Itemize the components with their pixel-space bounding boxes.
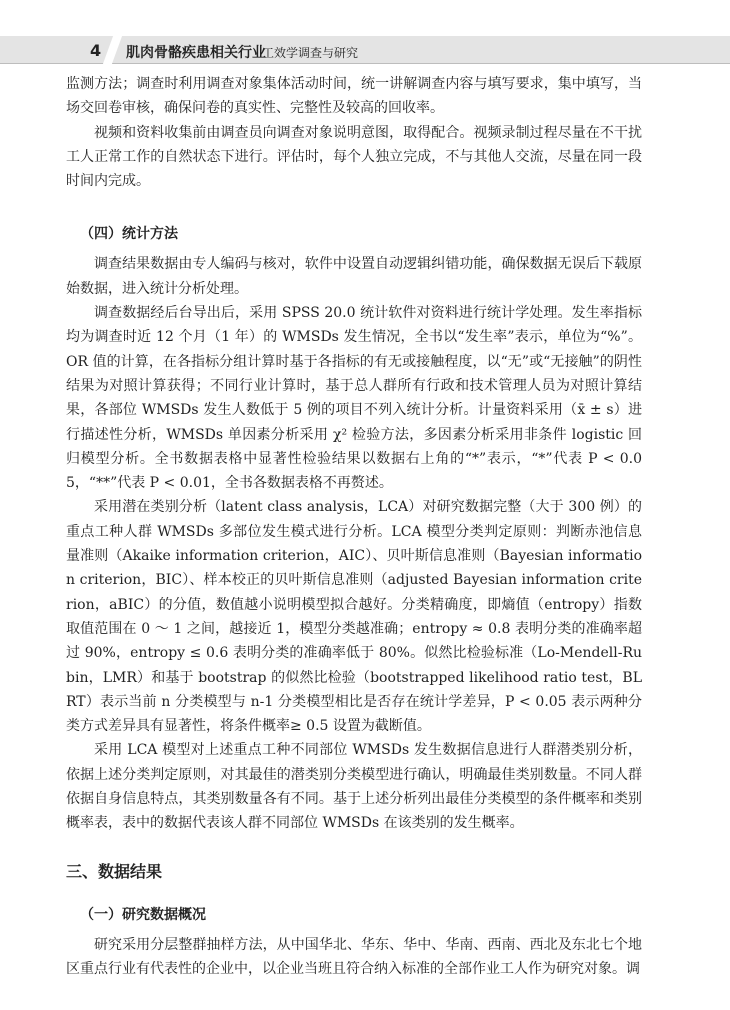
paragraph-intro-1: 监测方法；调查时利用调查对象集体活动时间，统一讲解调查内容与填写要求，集中填写，当场交回卷审核，确保问卷的真实性、完整性及较高的回收率。: [66, 76, 642, 117]
section-heading-statistics: （四）统计方法: [80, 226, 178, 243]
page-body: [66, 72, 642, 981]
subsection-heading-overview: （一）研究数据概况: [80, 906, 206, 923]
page-number: 4: [90, 41, 102, 60]
running-subtitle: 工效学调查与研究: [262, 46, 359, 60]
running-title: 肌肉骨骼疾患相关行业: [126, 45, 266, 61]
paragraph-stat-3: 采用潜在类别分析（latent class analysis，LCA）对研究数据完整（大于 300 例）的重点工种人群 WMSDs 多部位发生模式进行分析。LCA 模型分类判定原则：判断赤池信息量准则（Akaike information criterion，AIC）、贝叶斯信息准则（Bayesian information criterion，BIC）、样本校正的贝叶斯信息准则（adjusted Bayesian information criterion，aBIC）的分值，数值越小说明模型拟合越好。分类精确度，即熵值（entropy）指数取值范围在 0 ～ 1 之间，越接近 1，模型分类越准确；entropy ≈ 0.8 表明分类的准确率超过 90%，entropy ≤ 0.6 表明分类的准确率低于 80%。似然比检验标准（Lo-Mendell-Rubin，LMR）和基于 bootstrap 的似然比检验（bootstrapped likelihood ratio test，BLRT）表示当前 n 分类模型与 n-1 分类模型相比是否存在统计学差异，P < 0.05 表示两种分类方式差异具有显著性，将条件概率≥ 0.5 设置为截断值。: [66, 499, 642, 735]
paragraph-stat-4: 采用 LCA 模型对上述重点工种不同部位 WMSDs 发生数据信息进行人群潜类别分析，依据上述分类判定原则，对其最佳的潜类别分类模型进行确认，明确最佳类别数量。不同人群依据自身信息特点，其类别数量各有不同。基于上述分析列出最佳分类模型的条件概率和类别概率表，表中的数据代表该人群不同部位 WMSDs 在该类别的发生概率。: [66, 742, 642, 832]
section-heading-results: 三、数据结果: [66, 861, 163, 881]
paragraph-stat-2: 调查数据经后台导出后，采用 SPSS 20.0 统计软件对资料进行统计学处理。发生率指标均为调查时近 12 个月（1 年）的 WMSDs 发生情况，全书以“发生率”表示，单位为“%”。OR 值的计算，在各指标分组计算时基于各指标的有无或接触程度，以“无”或“无接触”的阴性结果为对照计算获得；不同行业计算时，基于总人群所有行政和技术管理人员为对照计算结果，各部位 WMSDs 发生人数低于 5 例的项目不列入统计分析。计量资料采用（x̄ ± s）进行描述性分析，WMSDs 单因素分析采用 χ² 检验方法，多因素分析采用非条件 logistic 回归模型分析。全书数据表格中显著性检验结果以数据右上角的“*”表示，“*”代表 P < 0.05，“**”代表 P < 0.01，全书各数据表格不再赘述。: [66, 305, 642, 492]
paragraph-intro-2: 视频和资料收集前由调查员向调查对象说明意图，取得配合。视频录制过程尽量在不干扰工人正常工作的自然状态下进行。评估时，每个人独立完成，不与其他人交流，尽量在同一段时间内完成。: [66, 124, 642, 190]
paragraph-results-1: 研究采用分层整群抽样方法，从中国华北、华东、华中、华南、西南、西北及东北七个地区重点行业有代表性的企业中，以企业当班且符合纳入标准的全部作业工人作为研究对象。调: [66, 936, 642, 977]
paragraph-stat-1: 调查结果数据由专人编码与核对，软件中设置自动逻辑纠错功能，确保数据无误后下载原始数据，进入统计分析处理。: [66, 256, 642, 297]
